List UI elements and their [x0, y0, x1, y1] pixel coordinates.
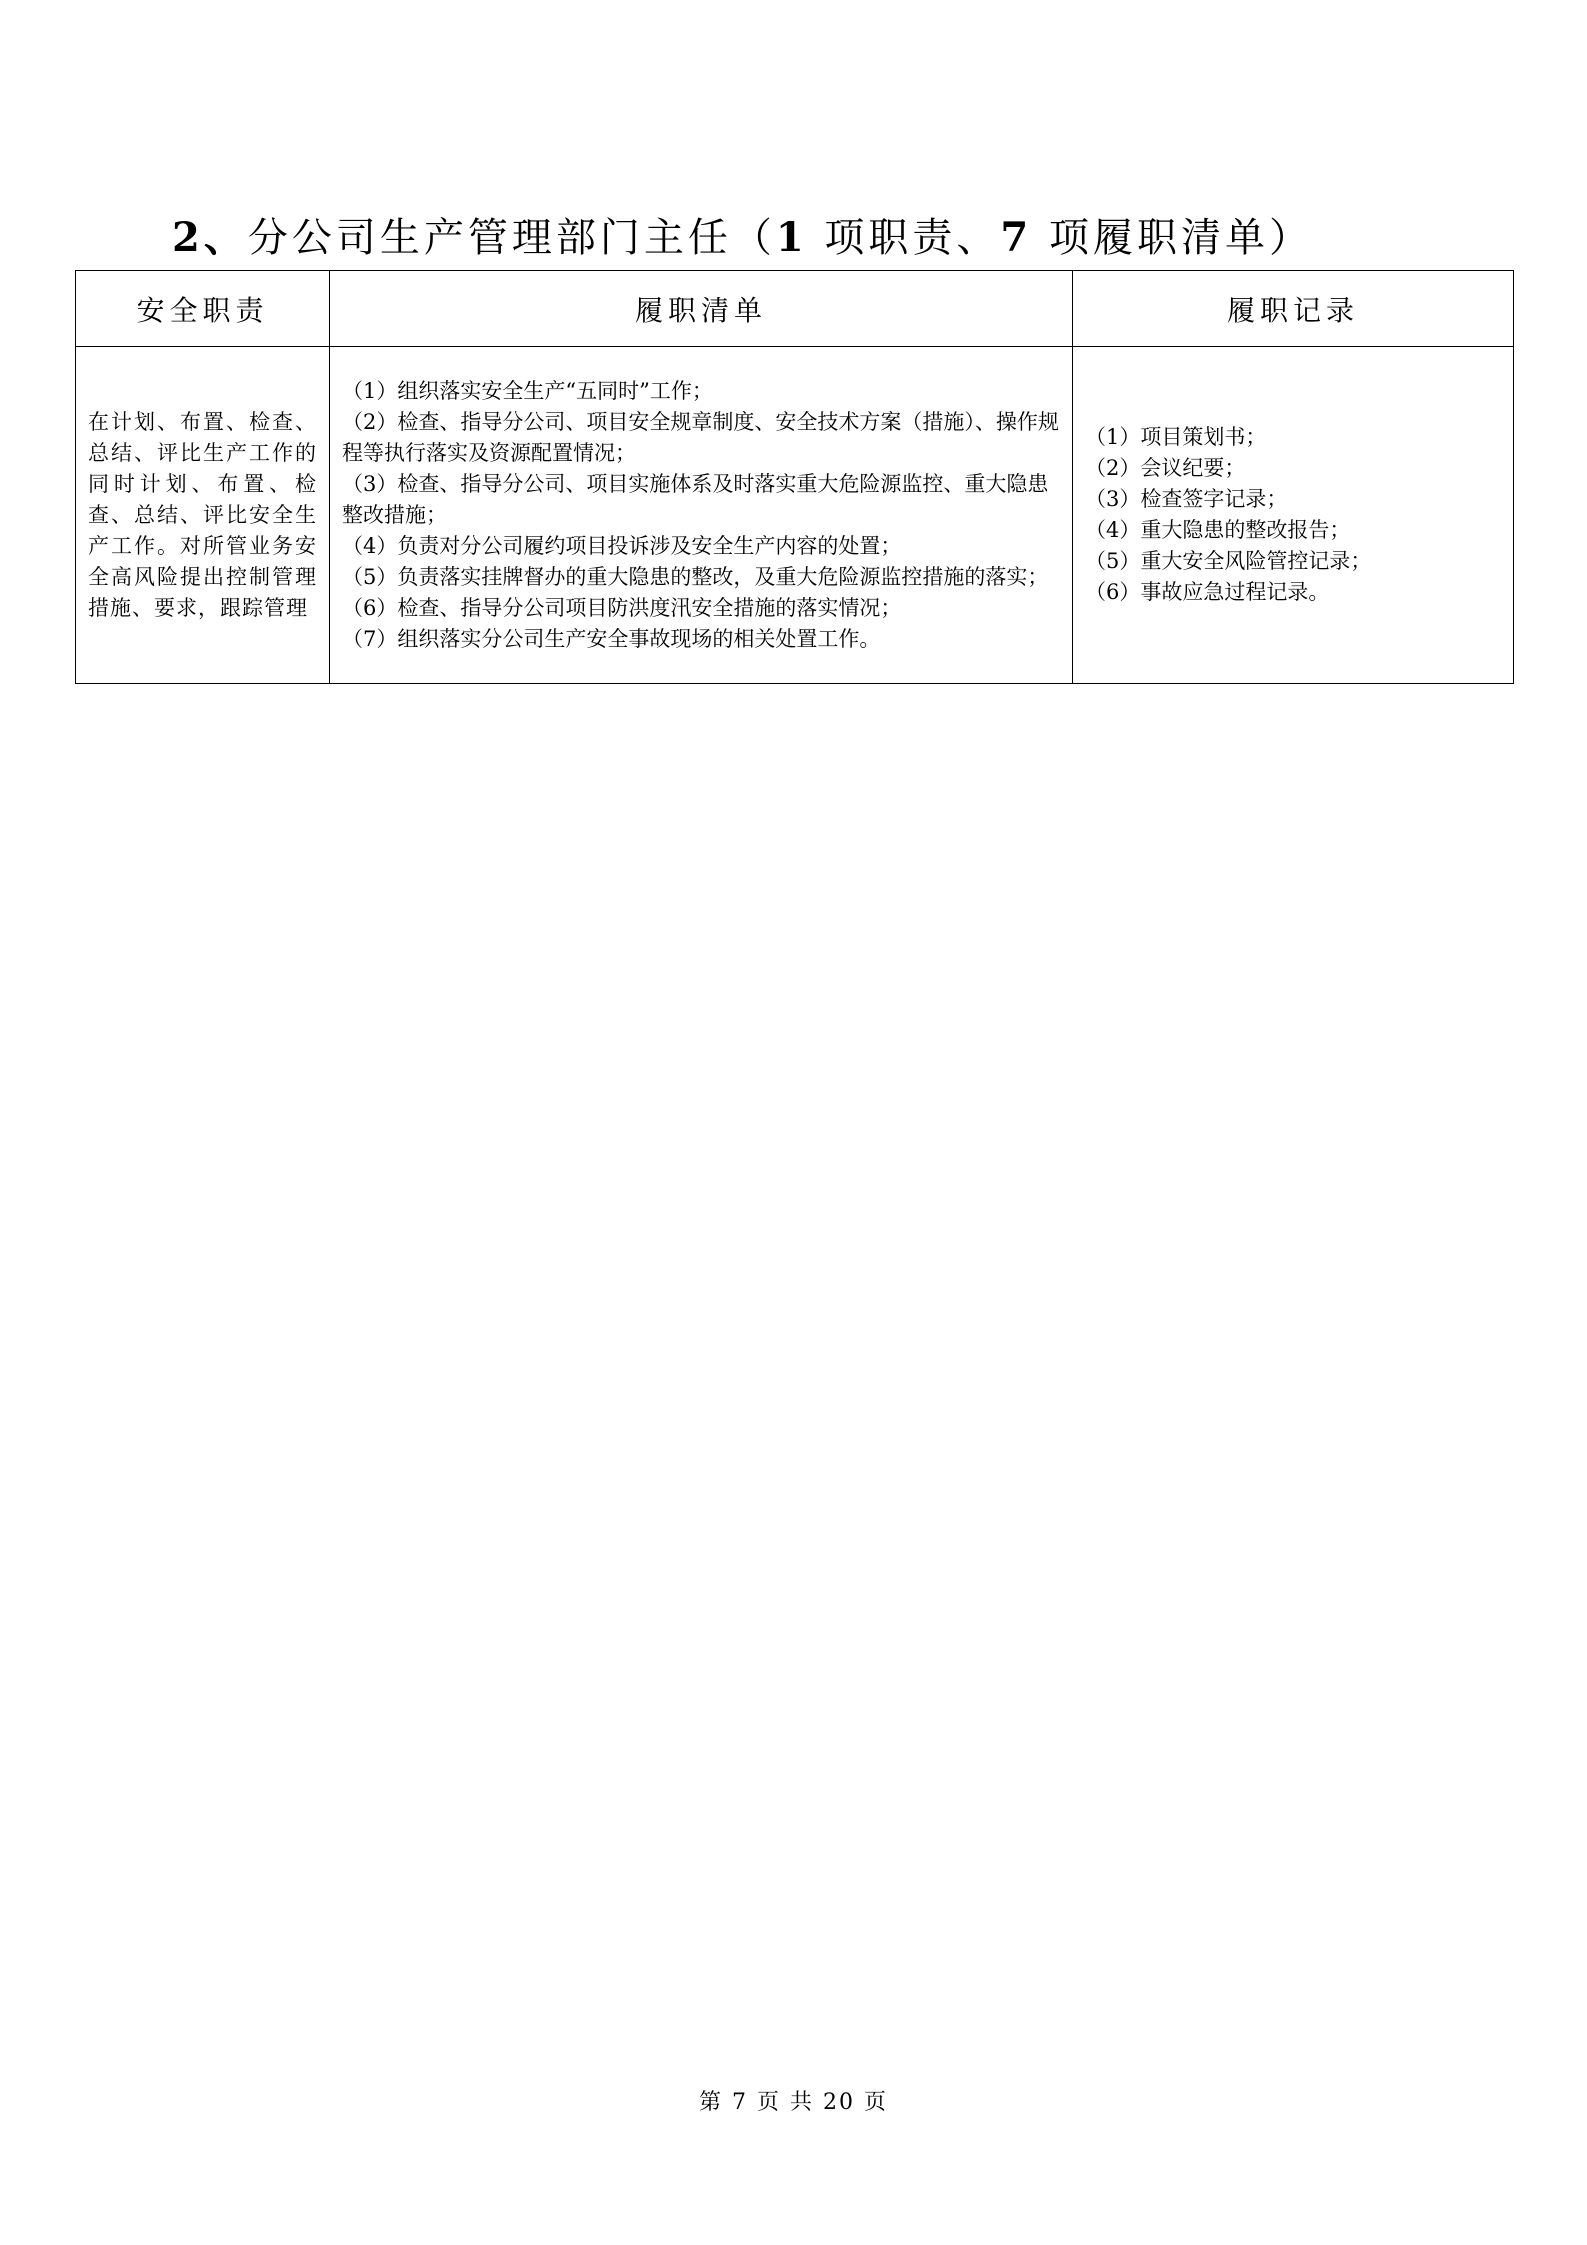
checklist-item: （6）检查、指导分公司项目防洪度汛安全措施的落实情况； [342, 595, 902, 620]
section-title-text-a: 分公司生产管理部门主任（ [247, 215, 776, 261]
page-middle: 页 共 [748, 2090, 823, 2115]
page-footer [0, 2085, 1587, 2116]
section-title-text-c: 项履职清单） [1032, 215, 1313, 261]
record-item: （1）项目策划书； [1085, 425, 1267, 449]
checklist-item: （7）组织落实分公司生产安全事故现场的相关处置工作。 [342, 626, 881, 651]
page-prefix: 第 [699, 2090, 732, 2115]
total-page-count: 20 [822, 2090, 855, 2115]
records-cell [1073, 347, 1514, 684]
list-count: 7 [1000, 214, 1033, 261]
section-number: 2、 [172, 214, 248, 261]
table-header-row [76, 271, 1514, 347]
record-item: （3）检查签字记录； [1085, 487, 1288, 511]
checklist-item: （1）组织落实安全生产“五同时”工作； [342, 378, 713, 403]
checklist-cell [330, 347, 1073, 684]
page-suffix: 页 [854, 2090, 888, 2115]
duty-table [75, 270, 1514, 684]
record-item: （6）事故应急过程记录。 [1085, 580, 1330, 604]
records-list [1085, 422, 1501, 608]
header-safety-responsibility: 安全职责 [76, 271, 330, 347]
checklist-item: （3）检查、指导分公司、项目实施体系及时落实重大危险源监控、重大隐患整改措施； [342, 471, 1049, 527]
checklist-list [342, 376, 1060, 655]
responsibility-cell [76, 347, 330, 684]
section-title [172, 208, 1313, 268]
header-duty-checklist: 履职清单 [330, 271, 1073, 347]
table-row [76, 347, 1514, 684]
checklist-item: （5）负责落实挂牌督办的重大隐患的整改，及重大危险源监控措施的落实； [342, 564, 1049, 589]
header-duty-records: 履职记录 [1073, 271, 1514, 347]
checklist-item: （4）负责对分公司履约项目投诉涉及安全生产内容的处置； [342, 533, 902, 558]
current-page-number: 7 [732, 2090, 748, 2115]
checklist-item: （2）检查、指导分公司、项目安全规章制度、安全技术方案（措施）、操作规程等执行落实及资源配置情况； [342, 409, 1059, 465]
record-item: （4）重大隐患的整改报告； [1085, 518, 1351, 542]
record-item: （5）重大安全风险管控记录； [1085, 549, 1372, 573]
record-item: （2）会议纪要； [1085, 456, 1246, 480]
duty-count: 1 [775, 214, 808, 261]
responsibility-text: 在计划、布置、检查、总结、评比生产工作的同时计划、布置、检查、总结、评比安全生产工作。对所管业务安全高风险提出控制管理措施、要求，跟踪管理 [88, 409, 317, 620]
section-title-text-b: 项职责、 [807, 215, 1001, 261]
